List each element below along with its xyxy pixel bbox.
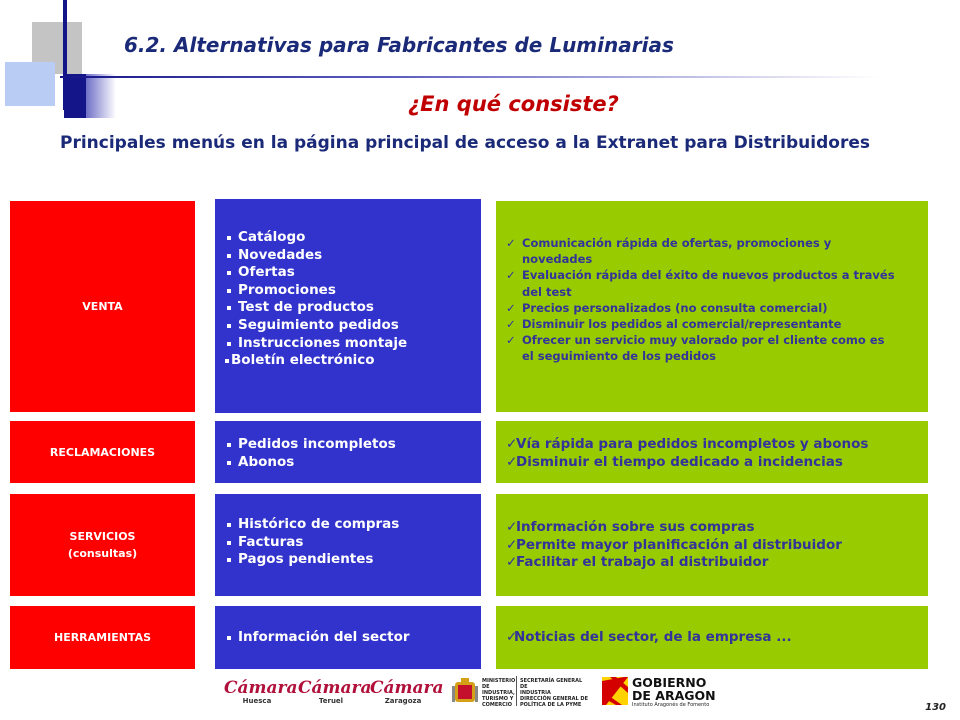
- benefit-item: ✓ Facilitar el trabajo al distribuidor: [504, 554, 928, 572]
- secretaria-text: SECRETARÍA GENERAL DE INDUSTRIA DIRECCIÓN GENERAL DE POLÍTICA DE LA PYME: [520, 678, 588, 708]
- list-item: Información del sector: [225, 629, 481, 647]
- list-item: Promociones: [225, 282, 481, 300]
- menu-items-herramientas: [215, 606, 481, 669]
- list-item: Novedades: [225, 247, 481, 265]
- list-item: Boletín electrónico: [225, 352, 481, 370]
- items-list: [225, 629, 481, 647]
- page-number: 130: [925, 702, 946, 713]
- question-heading: ¿En qué consiste?: [408, 92, 619, 116]
- menu-box-venta: [10, 201, 195, 412]
- list-item: Pedidos incompletos: [225, 436, 481, 454]
- decor-fade-square: [86, 74, 116, 118]
- benefits-venta: [496, 201, 928, 412]
- ministerio-text: MINISTERIO DE INDUSTRIA, TURISMO Y COMERCIO: [482, 678, 516, 708]
- list-item: Abonos: [225, 454, 481, 472]
- items-list: [225, 516, 481, 569]
- menu-label: RECLAMACIONES: [49, 445, 156, 459]
- items-list: [225, 436, 481, 471]
- benefits-list: [504, 519, 928, 572]
- list-item: Test de productos: [225, 299, 481, 317]
- menu-sublabel: (consultas): [67, 547, 138, 560]
- decor-title-underline: [60, 76, 880, 78]
- benefits-servicios: [496, 494, 928, 596]
- benefits-list: [504, 436, 928, 471]
- benefit-item: ✓ Disminuir el tiempo dedicado a incidencias: [504, 454, 928, 472]
- camara-teruel-logo: Cámara Teruel: [298, 678, 372, 705]
- spain-coat-of-arms-icon: [452, 676, 478, 706]
- list-item: Instrucciones montaje: [225, 335, 481, 353]
- list-item: Facturas: [225, 534, 481, 552]
- benefit-item: ✓ Permite mayor planificación al distribuidor: [504, 537, 928, 555]
- benefit-item: ✓ Precios personalizados (no consulta comercial): [504, 300, 898, 316]
- benefits-herramientas: [496, 606, 928, 669]
- benefit-item: ✓ Evaluación rápida del éxito de nuevos productos a través del test: [504, 267, 898, 299]
- slide-subtitle: Principales menús en la página principal de acceso a la Extranet para Distribuidores: [60, 133, 870, 153]
- list-item: Ofertas: [225, 264, 481, 282]
- benefit-item: ✓ Información sobre sus compras: [504, 519, 928, 537]
- benefits-list: [504, 629, 928, 647]
- list-item: Pagos pendientes: [225, 551, 481, 569]
- benefit-item: ✓ Comunicación rápida de ofertas, promociones y novedades: [504, 235, 898, 267]
- benefit-item: ✓ Vía rápida para pedidos incompletos y abonos: [504, 436, 928, 454]
- camara-huesca-logo: Cámara Huesca: [224, 678, 298, 705]
- decor-navy-square: [64, 74, 86, 118]
- decor-lightblue-square: [5, 62, 55, 106]
- gobierno-aragon-logo: GOBIERNO DE ARAGON Instituto Aragonés de Fomento: [632, 675, 716, 708]
- menu-label: SERVICIOS: [69, 530, 136, 543]
- list-item: Catálogo: [225, 229, 481, 247]
- menu-box-herramientas: [10, 606, 195, 669]
- benefits-list: [504, 235, 898, 365]
- list-item: Histórico de compras: [225, 516, 481, 534]
- benefits-reclamaciones: [496, 421, 928, 483]
- menu-label: VENTA: [82, 300, 123, 313]
- menu-label: HERRAMIENTAS: [53, 631, 152, 644]
- menu-items-servicios: [215, 494, 481, 596]
- slide-title: 6.2. Alternativas para Fabricantes de Luminarias: [124, 33, 674, 57]
- list-item: Seguimiento pedidos: [225, 317, 481, 335]
- aragon-flag-icon: [602, 677, 628, 705]
- menu-items-reclamaciones: [215, 421, 481, 483]
- benefit-item: ✓ Ofrecer un servicio muy valorado por el cliente como es el seguimiento de los pedidos: [504, 332, 898, 364]
- items-list: [225, 229, 481, 370]
- menu-items-venta: [215, 199, 481, 413]
- menu-box-servicios: [10, 494, 195, 596]
- benefit-item: ✓ Noticias del sector, de la empresa ...: [504, 629, 928, 647]
- menu-box-reclamaciones: [10, 421, 195, 483]
- ministerio-divider: [516, 676, 517, 706]
- benefit-item: ✓ Disminuir los pedidos al comercial/representante: [504, 316, 898, 332]
- camara-zaragoza-logo: Cámara Zaragoza: [370, 678, 444, 705]
